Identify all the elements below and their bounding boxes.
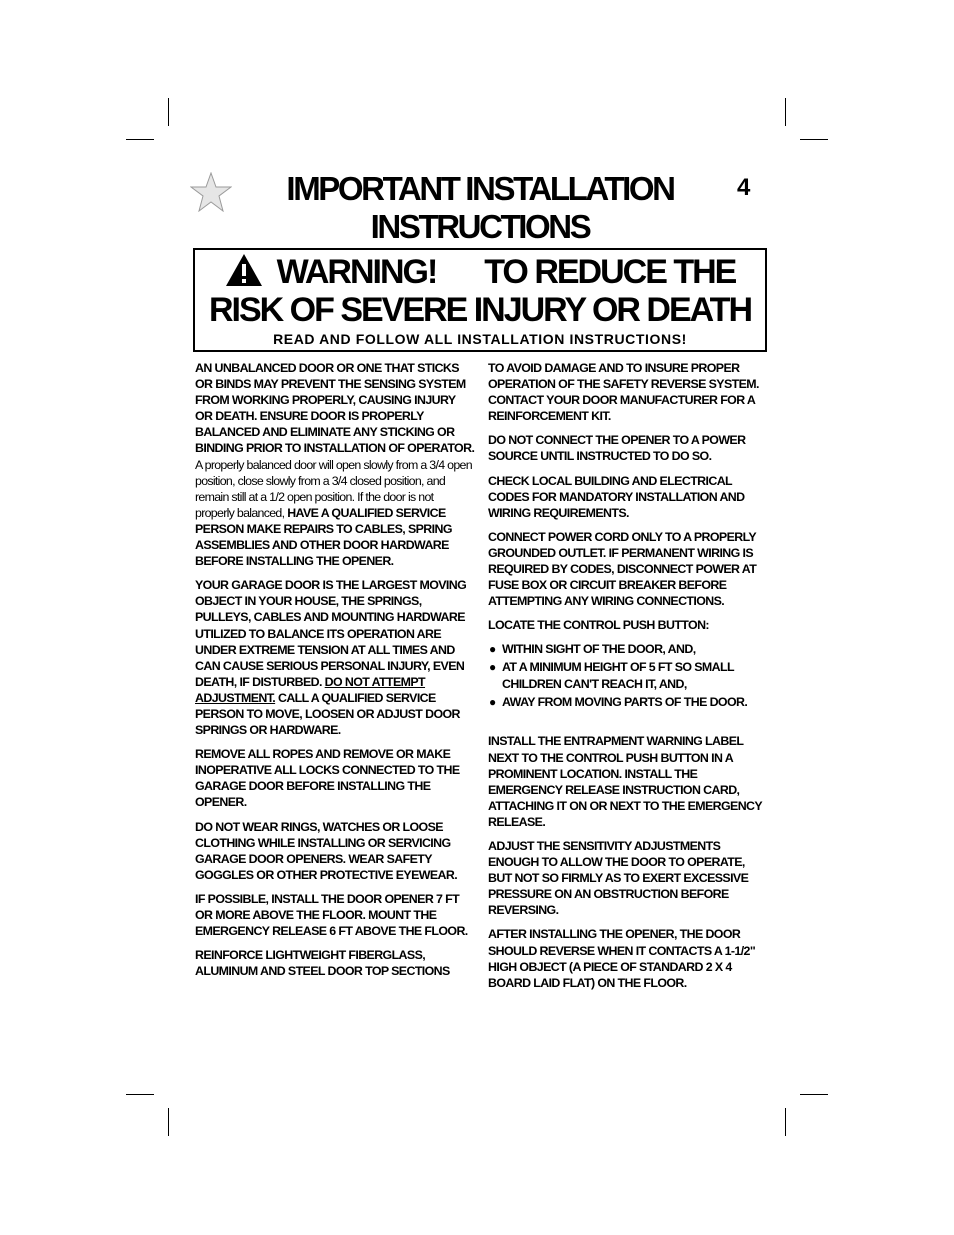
paragraph-text: YOUR GARAGE DOOR IS THE LARGEST MOVING OBJECT IN YOUR HOUSE, THE SPRINGS, PULLEYS, CABLES AND MOUNTING HARDWARE UTILIZED TO BALANCE ITS OPERATION ARE UNDER EXTREME TENSION AT ALL TIMES AND CAN CAUSE SERIOUS PERSONAL INJURY, EVEN DEATH, IF DISTURBED.: [195, 578, 467, 689]
paragraph-control-button: LOCATE THE CONTROL PUSH BUTTON:: [488, 618, 709, 633]
paragraph-text: CALL A QUALIFIED SERVICE PERSON TO MOVE, LOOSEN OR ADJUST DOOR SPRINGS OR HARDWARE.: [195, 690, 460, 738]
warning-box: [193, 248, 767, 352]
paragraph-text-normal: A properly balanced door will open slowly from a 3/4 open position, close slowly from a 3/4 closed position, and remain still at a 1/2 open position. If the door is not properly balanced,: [195, 457, 472, 520]
paragraph-no-rings: DO NOT WEAR RINGS, WATCHES OR LOOSE CLOTHING WHILE INSTALLING OR SERVICING GARAGE DOOR OPENERS. WEAR SAFETY GOGGLES OR OTHER PROTECTIVE EYEWEAR.: [195, 819, 458, 882]
warning-heading-rest: TO REDUCE THE: [484, 253, 736, 291]
warning-heading-line-1: [195, 252, 765, 292]
control-button-locations-list: [488, 641, 768, 711]
crop-mark-bottom-right-vertical: [785, 1108, 786, 1136]
paragraph-reverse-test: AFTER INSTALLING THE OPENER, THE DOOR SHOULD REVERSE WHEN IT CONTACTS A 1-1/2" HIGH OBJECT (A PIECE OF STANDARD 2 X 4 BOARD LAID FLAT) ON THE FLOOR.: [488, 927, 756, 990]
paragraph-remove-ropes: REMOVE ALL ROPES AND REMOVE OR MAKE INOPERATIVE ALL LOCKS CONNECTED TO THE GARAGE DOOR BEFORE INSTALLING THE OPENER.: [195, 747, 460, 810]
right-column: [488, 360, 768, 999]
warning-subheading: READ AND FOLLOW ALL INSTALLATION INSTRUCTIONS!: [273, 331, 687, 347]
paragraph-text: HAVE A QUALIFIED SERVICE PERSON MAKE REPAIRS TO CABLES, SPRING ASSEMBLIES AND OTHER DOOR HARDWARE BEFORE INSTALLING THE OPENER.: [195, 505, 452, 569]
crop-mark-bottom-left-horizontal: [126, 1094, 154, 1095]
paragraph-sensitivity: ADJUST THE SENSITIVITY ADJUSTMENTS ENOUGH TO ALLOW THE DOOR TO OPERATE, BUT NOT SO FIRMLY AS TO EXERT EXCESSIVE PRESSURE ON AN OBSTRUCTION BEFORE REVERSING.: [488, 838, 749, 918]
page-title-line-1: IMPORTANT INSTALLATION: [286, 170, 674, 207]
warning-heading-line-2: RISK OF SEVERE INJURY OR DEATH: [208, 291, 752, 329]
list-item-text: WITHIN SIGHT OF THE DOOR, AND,: [502, 642, 696, 657]
paragraph-unbalanced-door: [195, 360, 475, 569]
page-number: 4: [737, 174, 751, 201]
list-item-text: AT A MINIMUM HEIGHT OF 5 FT SO SMALL CHILDREN CAN'T REACH IT, AND,: [502, 660, 734, 692]
paragraph-local-codes: CHECK LOCAL BUILDING AND ELECTRICAL CODES FOR MANDATORY INSTALLATION AND WIRING REQUIREMENTS.: [488, 473, 745, 520]
left-column: [195, 360, 475, 987]
paragraph-text: AN UNBALANCED DOOR OR ONE THAT STICKS OR BINDS MAY PREVENT THE SENSING SYSTEM FROM WORKING PROPERLY, CAUSING INJURY OR DEATH. ENSURE DOOR IS PROPERLY BALANCED AND ELIMINATE ANY STICKING OR BINDING PRIOR TO INSTALLATION OF OPERATOR.: [195, 361, 475, 456]
paragraph-reinforce-sections: REINFORCE LIGHTWEIGHT FIBERGLASS, ALUMINUM AND STEEL DOOR TOP SECTIONS: [195, 948, 450, 979]
bullet-icon: ●: [489, 695, 496, 710]
crop-mark-top-left-vertical: [168, 98, 169, 126]
paragraph-avoid-damage: TO AVOID DAMAGE AND TO INSURE PROPER OPERATION OF THE SAFETY REVERSE SYSTEM. CONTACT YOUR DOOR MANUFACTURER FOR A REINFORCEMENT KIT.: [488, 361, 759, 424]
crop-mark-bottom-right-horizontal: [800, 1094, 828, 1095]
paragraph-power-source: DO NOT CONNECT THE OPENER TO A POWER SOURCE UNTIL INSTRUCTED TO DO SO.: [488, 433, 746, 464]
page-title-line-2: INSTRUCTIONS: [370, 208, 590, 245]
warning-word: WARNING!: [276, 253, 437, 291]
crop-mark-top-right-horizontal: [800, 139, 828, 140]
star-icon: [190, 172, 232, 212]
list-item: [488, 694, 768, 711]
bullet-icon: ●: [489, 660, 496, 675]
crop-mark-top-right-vertical: [785, 98, 786, 126]
list-item: [488, 641, 768, 658]
paragraph-power-cord: CONNECT POWER CORD ONLY TO A PROPERLY GROUNDED OUTLET. IF PERMANENT WIRING IS REQUIRED BY CODES, DISCONNECT POWER AT FUSE BOX OR CIRCUIT BREAKER BEFORE ATTEMPTING ANY WIRING CONNECTIONS.: [488, 529, 757, 609]
crop-mark-top-left-horizontal: [126, 139, 154, 140]
warning-triangle-icon: [225, 253, 263, 287]
paragraph-install-height: IF POSSIBLE, INSTALL THE DOOR OPENER 7 FT OR MORE ABOVE THE FLOOR. MOUNT THE EMERGENCY RELEASE 6 FT ABOVE THE FLOOR.: [195, 891, 468, 939]
paragraph-garage-door-tension: [195, 577, 475, 738]
underlined-warning-text: DO NOT ATTEMPT ADJUSTMENT.: [195, 674, 426, 705]
paragraph-entrapment-label: INSTALL THE ENTRAPMENT WARNING LABEL NEXT TO THE CONTROL PUSH BUTTON IN A PROMINENT LOCATION. INSTALL THE EMERGENCY RELEASE INSTRUCTION CARD, ATTACHING IT ON OR NEXT TO THE EMERGENCY RELEASE.: [488, 734, 762, 829]
crop-mark-bottom-left-vertical: [168, 1108, 169, 1136]
bullet-icon: ●: [489, 642, 496, 657]
list-item-text: AWAY FROM MOVING PARTS OF THE DOOR.: [502, 695, 748, 710]
list-item: [488, 659, 768, 693]
